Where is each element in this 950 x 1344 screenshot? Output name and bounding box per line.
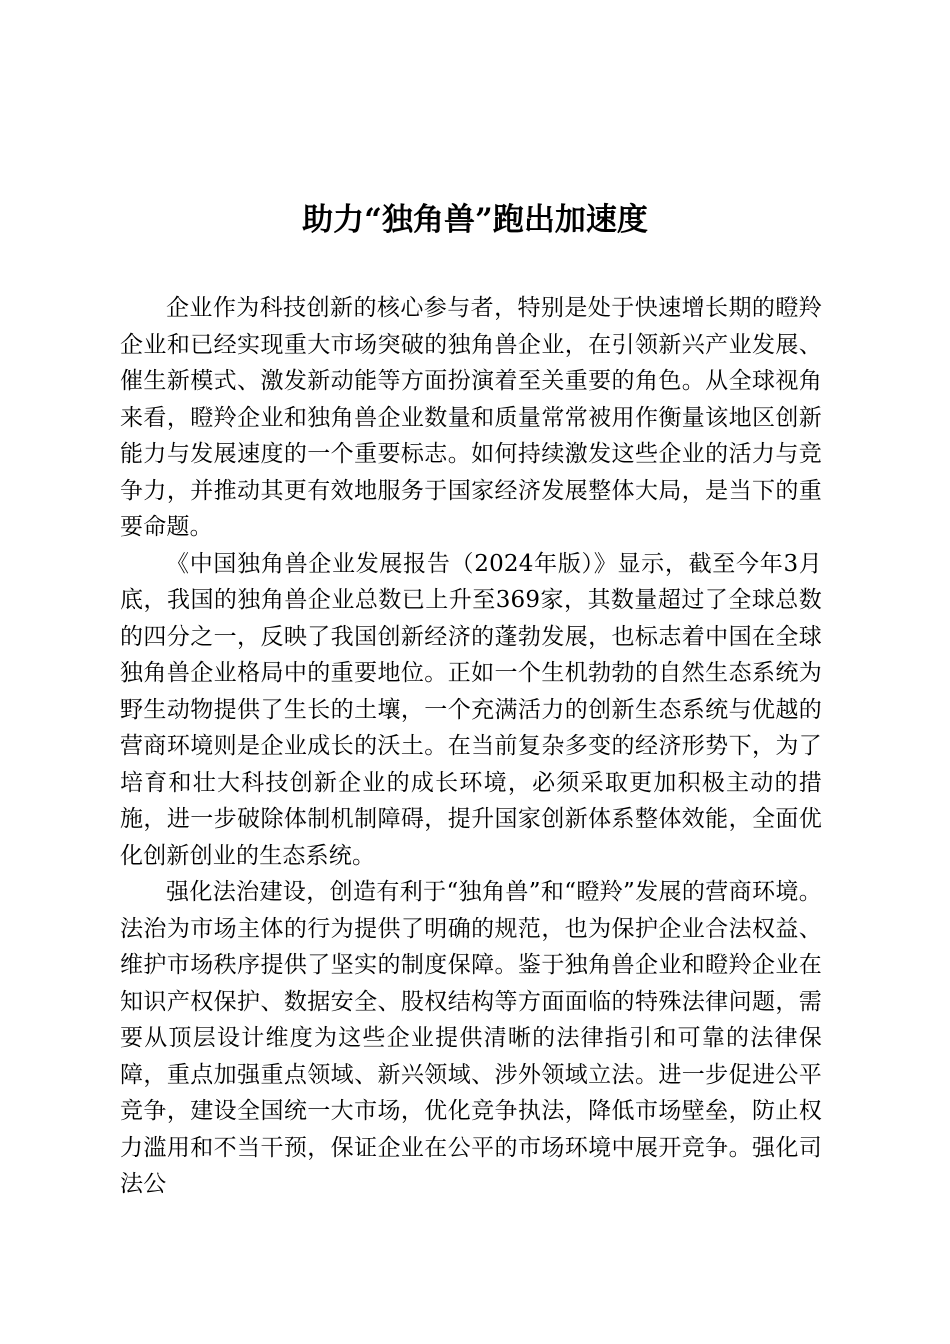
paragraph-3: 强化法治建设，创造有利于“独角兽”和“瞪羚”发展的营商环境。法治为市场主体的行为提供了明确的规范，也为保护企业合法权益、维护市场秩序提供了坚实的制度保障。鉴于独角兽企业和瞪羚企业在知识产权保护、数据安全、股权结构等方面面临的特殊法律问题，需要从顶层设计维度为这些企业提供清晰的法律指引和可靠的法律保障，重点加强重点领域、新兴领域、涉外领域立法。进一步促进公平竞争，建设全国统一大市场，优化竞争执法，降低市场壁垒，防止权力滥用和不当干预，保证企业在公平的市场环境中展开竞争。强化司法公 [120,879,822,1197]
document-body [120,290,822,1203]
document-title: 助力“独角兽”跑出加速度 [302,202,648,238]
paragraph-1: 企业作为科技创新的核心参与者，特别是处于快速增长期的瞪羚企业和已经实现重大市场突破的独角兽企业，在引领新兴产业发展、催生新模式、激发新动能等方面扮演着至关重要的角色。从全球视角来看，瞪羚企业和独角兽企业数量和质量常常被用作衡量该地区创新能力与发展速度的一个重要标志。如何持续激发这些企业的活力与竞争力，并推动其更有效地服务于国家经济发展整体大局，是当下的重要命题。 [120,295,822,540]
paragraph-2: 《中国独角兽企业发展报告（2024年版）》显示，截至今年3月底，我国的独角兽企业总数已上升至369家，其数量超过了全球总数的四分之一，反映了我国创新经济的蓬勃发展，也标志着中国在全球独角兽企业格局中的重要地位。正如一个生机勃勃的自然生态系统为野生动物提供了生长的土壤，一个充满活力的创新生态系统与优越的营商环境则是企业成长的沃土。在当前复杂多变的经济形势下，为了培育和壮大科技创新企业的成长环境，必须采取更加积极主动的措施，进一步破除体制机制障碍，提升国家创新体系整体效能，全面优化创新创业的生态系统。 [120,550,822,869]
